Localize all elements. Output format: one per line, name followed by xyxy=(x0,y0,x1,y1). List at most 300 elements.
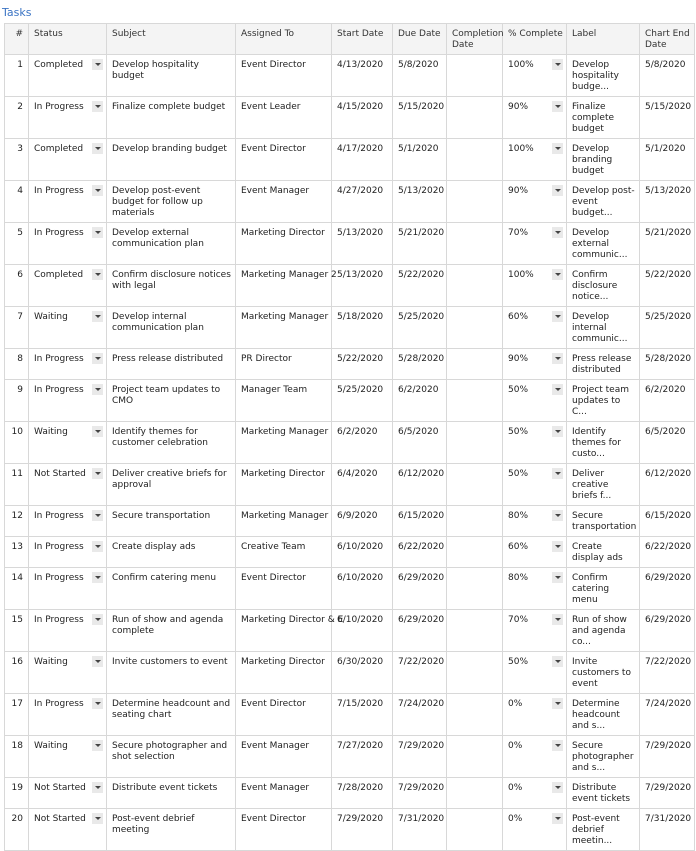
completion-date-cell[interactable] xyxy=(447,181,503,223)
percent-complete-cell[interactable] xyxy=(503,307,567,349)
assigned-to-cell[interactable] xyxy=(236,55,332,97)
subject-cell-text: Project team updates to CMO xyxy=(112,385,221,406)
dropdown-chevron-icon[interactable] xyxy=(552,813,563,824)
due-date-cell[interactable] xyxy=(393,181,447,223)
dropdown-chevron-icon[interactable] xyxy=(552,143,563,154)
start-date-cell-text: 4/17/2020 xyxy=(337,144,384,154)
col-header-assigned-to[interactable]: Assigned To xyxy=(236,24,332,55)
col-header-status[interactable]: Status xyxy=(29,24,107,55)
label-cell-text: Develop post-event budget... xyxy=(572,186,635,218)
row-number xyxy=(5,652,29,694)
assigned-to-cell[interactable] xyxy=(236,307,332,349)
subject-cell[interactable] xyxy=(107,55,236,97)
chart-end-date-cell[interactable] xyxy=(640,464,695,506)
chart-end-date-cell-text: 6/2/2020 xyxy=(645,385,686,395)
completion-date-cell[interactable] xyxy=(447,55,503,97)
due-date-cell[interactable] xyxy=(393,537,447,568)
start-date-cell[interactable] xyxy=(332,694,393,736)
status-cell[interactable] xyxy=(29,736,107,778)
dropdown-chevron-icon[interactable] xyxy=(552,384,563,395)
due-date-cell[interactable] xyxy=(393,610,447,652)
dropdown-chevron-icon[interactable] xyxy=(552,311,563,322)
dropdown-chevron-icon[interactable] xyxy=(92,185,103,196)
row-number xyxy=(5,568,29,610)
dropdown-chevron-icon[interactable] xyxy=(552,698,563,709)
subject-cell[interactable] xyxy=(107,307,236,349)
row-number-text: 2 xyxy=(17,102,23,112)
chart-end-date-cell[interactable] xyxy=(640,265,695,307)
start-date-cell-text: 6/10/2020 xyxy=(337,542,384,552)
subject-cell[interactable] xyxy=(107,568,236,610)
table-row[interactable] xyxy=(5,307,695,349)
col-header-percent-complete[interactable]: % Complete xyxy=(503,24,567,55)
status-cell[interactable] xyxy=(29,694,107,736)
percent-complete-cell[interactable] xyxy=(503,736,567,778)
status-cell[interactable] xyxy=(29,422,107,464)
completion-date-cell[interactable] xyxy=(447,568,503,610)
dropdown-chevron-icon[interactable] xyxy=(552,426,563,437)
percent-complete-cell[interactable] xyxy=(503,181,567,223)
completion-date-cell[interactable] xyxy=(447,652,503,694)
due-date-cell-text: 7/29/2020 xyxy=(398,741,445,751)
percent-complete-cell[interactable] xyxy=(503,506,567,537)
dropdown-chevron-icon[interactable] xyxy=(92,614,103,625)
status-cell-text: Waiting xyxy=(34,427,68,437)
assigned-to-cell[interactable] xyxy=(236,380,332,422)
label-cell[interactable] xyxy=(567,652,640,694)
assigned-to-cell-text: Event Manager xyxy=(241,741,310,751)
table-row[interactable] xyxy=(5,537,695,568)
label-cell-text: Develop internal communic... xyxy=(572,312,628,344)
label-cell[interactable] xyxy=(567,694,640,736)
assigned-to-cell-text: Marketing Manager xyxy=(241,511,329,521)
label-cell[interactable] xyxy=(567,506,640,537)
start-date-cell[interactable] xyxy=(332,380,393,422)
label-cell[interactable] xyxy=(567,55,640,97)
status-cell[interactable] xyxy=(29,506,107,537)
percent-complete-cell[interactable] xyxy=(503,223,567,265)
row-number xyxy=(5,349,29,380)
due-date-cell[interactable] xyxy=(393,307,447,349)
assigned-to-cell[interactable] xyxy=(236,422,332,464)
row-number xyxy=(5,223,29,265)
col-header-label[interactable]: Label xyxy=(567,24,640,55)
dropdown-chevron-icon[interactable] xyxy=(92,698,103,709)
assigned-to-cell[interactable] xyxy=(236,694,332,736)
label-cell[interactable] xyxy=(567,610,640,652)
chart-end-date-cell[interactable] xyxy=(640,422,695,464)
chart-end-date-cell[interactable] xyxy=(640,223,695,265)
completion-date-cell[interactable] xyxy=(447,422,503,464)
status-cell[interactable] xyxy=(29,55,107,97)
due-date-cell[interactable] xyxy=(393,422,447,464)
status-cell[interactable] xyxy=(29,307,107,349)
subject-cell[interactable] xyxy=(107,537,236,568)
dropdown-chevron-icon[interactable] xyxy=(552,656,563,667)
assigned-to-cell[interactable] xyxy=(236,610,344,652)
status-cell[interactable] xyxy=(29,568,107,610)
due-date-cell[interactable] xyxy=(393,139,447,181)
chart-end-date-cell[interactable] xyxy=(640,778,695,809)
table-row[interactable] xyxy=(5,652,695,694)
table-row[interactable] xyxy=(5,809,695,851)
label-cell[interactable] xyxy=(567,349,640,380)
percent-complete-cell[interactable] xyxy=(503,778,567,809)
col-header-start-date[interactable]: Start Date xyxy=(332,24,393,55)
start-date-cell[interactable] xyxy=(332,265,393,307)
completion-date-cell[interactable] xyxy=(447,506,503,537)
due-date-cell[interactable] xyxy=(393,380,447,422)
due-date-cell[interactable] xyxy=(393,349,447,380)
chart-end-date-cell[interactable] xyxy=(640,537,695,568)
dropdown-chevron-icon[interactable] xyxy=(552,468,563,479)
assigned-to-cell[interactable] xyxy=(236,778,332,809)
label-cell[interactable] xyxy=(567,537,640,568)
due-date-cell[interactable] xyxy=(393,97,447,139)
percent-complete-cell-text: 70% xyxy=(508,615,529,625)
assigned-to-cell[interactable] xyxy=(236,568,332,610)
table-row[interactable] xyxy=(5,139,695,181)
dropdown-chevron-icon[interactable] xyxy=(552,572,563,583)
due-date-cell-text: 5/25/2020 xyxy=(398,312,445,322)
subject-cell[interactable] xyxy=(107,778,236,809)
due-date-cell[interactable] xyxy=(393,736,447,778)
label-cell[interactable] xyxy=(567,223,640,265)
status-cell[interactable] xyxy=(29,349,107,380)
table-row[interactable] xyxy=(5,265,695,307)
status-cell[interactable] xyxy=(29,380,107,422)
completion-date-cell[interactable] xyxy=(447,265,503,307)
dropdown-chevron-icon[interactable] xyxy=(552,510,563,521)
subject-cell[interactable] xyxy=(107,652,236,694)
chart-end-date-cell[interactable] xyxy=(640,652,695,694)
percent-complete-cell[interactable] xyxy=(503,380,567,422)
chart-end-date-cell-text: 5/13/2020 xyxy=(645,186,692,196)
due-date-cell-text: 6/22/2020 xyxy=(398,542,445,552)
label-cell[interactable] xyxy=(567,464,640,506)
subject-cell[interactable] xyxy=(107,610,236,652)
due-date-cell[interactable] xyxy=(393,568,447,610)
due-date-cell[interactable] xyxy=(393,809,447,851)
table-row[interactable] xyxy=(5,97,695,139)
completion-date-cell[interactable] xyxy=(447,223,503,265)
dropdown-chevron-icon[interactable] xyxy=(552,59,563,70)
subject-cell[interactable] xyxy=(107,139,236,181)
percent-complete-cell[interactable] xyxy=(503,694,567,736)
assigned-to-cell[interactable] xyxy=(236,506,332,537)
dropdown-chevron-icon[interactable] xyxy=(92,227,103,238)
completion-date-cell[interactable] xyxy=(447,537,503,568)
dropdown-chevron-icon[interactable] xyxy=(552,101,563,112)
dropdown-chevron-icon[interactable] xyxy=(92,311,103,322)
dropdown-chevron-icon[interactable] xyxy=(552,782,563,793)
chart-end-date-cell[interactable] xyxy=(640,307,695,349)
table-row[interactable] xyxy=(5,223,695,265)
dropdown-chevron-icon[interactable] xyxy=(552,185,563,196)
assigned-to-cell[interactable] xyxy=(236,736,332,778)
due-date-cell-text: 6/5/2020 xyxy=(398,427,439,437)
dropdown-chevron-icon[interactable] xyxy=(92,572,103,583)
assigned-to-cell[interactable] xyxy=(236,652,332,694)
completion-date-cell[interactable] xyxy=(447,809,503,851)
label-cell[interactable] xyxy=(567,568,640,610)
chart-end-date-cell[interactable] xyxy=(640,506,695,537)
dropdown-chevron-icon[interactable] xyxy=(552,740,563,751)
subject-cell[interactable] xyxy=(107,181,236,223)
start-date-cell[interactable] xyxy=(332,568,393,610)
due-date-cell[interactable] xyxy=(393,55,447,97)
percent-complete-cell-text: 0% xyxy=(508,699,523,709)
dropdown-chevron-icon[interactable] xyxy=(92,541,103,552)
dropdown-chevron-icon[interactable] xyxy=(552,353,563,364)
dropdown-chevron-icon[interactable] xyxy=(92,384,103,395)
percent-complete-cell[interactable] xyxy=(503,568,567,610)
label-cell[interactable] xyxy=(567,97,640,139)
chart-end-date-cell[interactable] xyxy=(640,610,695,652)
subject-cell-text: Develop branding budget xyxy=(112,144,227,154)
start-date-cell[interactable] xyxy=(332,97,393,139)
label-cell[interactable] xyxy=(567,265,640,307)
status-cell[interactable] xyxy=(29,139,107,181)
status-cell[interactable] xyxy=(29,223,107,265)
subject-cell[interactable] xyxy=(107,380,236,422)
status-cell[interactable] xyxy=(29,809,107,851)
status-cell-text: Not Started xyxy=(34,783,86,793)
status-cell[interactable] xyxy=(29,181,107,223)
start-date-cell[interactable] xyxy=(332,736,393,778)
percent-complete-cell-text: 100% xyxy=(508,144,534,154)
start-date-cell[interactable] xyxy=(332,464,393,506)
status-cell[interactable] xyxy=(29,652,107,694)
status-cell[interactable] xyxy=(29,97,107,139)
col-header-num[interactable]: # xyxy=(5,24,29,55)
chart-end-date-cell[interactable] xyxy=(640,380,695,422)
start-date-cell-text: 5/18/2020 xyxy=(337,312,384,322)
dropdown-chevron-icon[interactable] xyxy=(92,426,103,437)
assigned-to-cell[interactable] xyxy=(236,139,332,181)
chart-end-date-cell[interactable] xyxy=(640,97,695,139)
percent-complete-cell[interactable] xyxy=(503,139,567,181)
start-date-cell-text: 5/25/2020 xyxy=(337,385,384,395)
col-header-subject[interactable]: Subject xyxy=(107,24,236,55)
percent-complete-cell[interactable] xyxy=(503,809,567,851)
status-cell[interactable] xyxy=(29,464,107,506)
dropdown-chevron-icon[interactable] xyxy=(92,782,103,793)
table-row[interactable] xyxy=(5,610,695,652)
start-date-cell[interactable] xyxy=(332,778,393,809)
status-cell[interactable] xyxy=(29,537,107,568)
subject-cell[interactable] xyxy=(107,809,236,851)
assigned-to-cell[interactable] xyxy=(236,537,332,568)
dropdown-chevron-icon[interactable] xyxy=(92,468,103,479)
row-number xyxy=(5,55,29,97)
subject-cell[interactable] xyxy=(107,349,236,380)
dropdown-chevron-icon[interactable] xyxy=(92,143,103,154)
percent-complete-cell[interactable] xyxy=(503,349,567,380)
assigned-to-cell-text: Event Leader xyxy=(241,102,301,112)
subject-cell-text: Finalize complete budget xyxy=(112,102,226,112)
dropdown-chevron-icon[interactable] xyxy=(92,510,103,521)
table-row[interactable] xyxy=(5,464,695,506)
completion-date-cell[interactable] xyxy=(447,97,503,139)
percent-complete-cell[interactable] xyxy=(503,265,567,307)
due-date-cell[interactable] xyxy=(393,223,447,265)
completion-date-cell[interactable] xyxy=(447,778,503,809)
subject-cell[interactable] xyxy=(107,265,236,307)
page-title[interactable]: Tasks xyxy=(2,6,32,19)
chart-end-date-cell[interactable] xyxy=(640,568,695,610)
table-row[interactable] xyxy=(5,422,695,464)
completion-date-cell[interactable] xyxy=(447,380,503,422)
assigned-to-cell-text: Event Director xyxy=(241,144,306,154)
label-cell[interactable] xyxy=(567,181,640,223)
chart-end-date-cell[interactable] xyxy=(640,349,695,380)
assigned-to-cell[interactable] xyxy=(236,464,332,506)
subject-cell[interactable] xyxy=(107,422,236,464)
table-row[interactable] xyxy=(5,506,695,537)
percent-complete-cell[interactable] xyxy=(503,97,567,139)
label-cell[interactable] xyxy=(567,307,640,349)
label-cell[interactable] xyxy=(567,778,640,809)
chart-end-date-cell-text: 7/22/2020 xyxy=(645,657,692,667)
table-row[interactable] xyxy=(5,694,695,736)
start-date-cell[interactable] xyxy=(332,809,393,851)
label-cell[interactable] xyxy=(567,139,640,181)
chart-end-date-cell[interactable] xyxy=(640,809,695,851)
start-date-cell-text: 6/9/2020 xyxy=(337,511,378,521)
start-date-cell[interactable] xyxy=(332,349,393,380)
chart-end-date-cell[interactable] xyxy=(640,55,695,97)
status-cell[interactable] xyxy=(29,265,107,307)
assigned-to-cell-text: Event Director xyxy=(241,573,306,583)
subject-cell-text: Invite customers to event xyxy=(112,657,228,667)
row-number-text: 10 xyxy=(11,427,23,437)
table-row[interactable] xyxy=(5,380,695,422)
percent-complete-cell[interactable] xyxy=(503,537,567,568)
due-date-cell[interactable] xyxy=(393,652,447,694)
label-cell[interactable] xyxy=(567,380,640,422)
table-row[interactable] xyxy=(5,181,695,223)
label-cell-text: Press release distributed xyxy=(572,354,632,375)
label-cell[interactable] xyxy=(567,422,640,464)
dropdown-chevron-icon[interactable] xyxy=(552,541,563,552)
due-date-cell[interactable] xyxy=(393,778,447,809)
start-date-cell[interactable] xyxy=(332,506,393,537)
due-date-cell[interactable] xyxy=(393,506,447,537)
completion-date-cell[interactable] xyxy=(447,349,503,380)
completion-date-cell[interactable] xyxy=(447,307,503,349)
chart-end-date-cell[interactable] xyxy=(640,694,695,736)
assigned-to-cell[interactable] xyxy=(236,349,332,380)
row-number-text: 11 xyxy=(11,469,23,479)
subject-cell-text: Develop external communication plan xyxy=(112,228,204,249)
table-row[interactable] xyxy=(5,736,695,778)
dropdown-chevron-icon[interactable] xyxy=(552,614,563,625)
table-row[interactable] xyxy=(5,349,695,380)
completion-date-cell[interactable] xyxy=(447,464,503,506)
percent-complete-cell-text: 50% xyxy=(508,427,529,437)
table-row[interactable] xyxy=(5,568,695,610)
percent-complete-cell[interactable] xyxy=(503,422,567,464)
subject-cell[interactable] xyxy=(107,223,236,265)
dropdown-chevron-icon[interactable] xyxy=(92,353,103,364)
completion-date-cell[interactable] xyxy=(447,139,503,181)
dropdown-chevron-icon[interactable] xyxy=(92,740,103,751)
start-date-cell[interactable] xyxy=(332,610,393,652)
start-date-cell[interactable] xyxy=(332,55,393,97)
subject-cell[interactable] xyxy=(107,506,236,537)
percent-complete-cell[interactable] xyxy=(503,610,567,652)
due-date-cell[interactable] xyxy=(393,464,447,506)
subject-cell[interactable] xyxy=(107,694,236,736)
row-number xyxy=(5,809,29,851)
subject-cell[interactable] xyxy=(107,736,236,778)
percent-complete-cell[interactable] xyxy=(503,55,567,97)
dropdown-chevron-icon[interactable] xyxy=(92,59,103,70)
completion-date-cell[interactable] xyxy=(447,610,503,652)
dropdown-chevron-icon[interactable] xyxy=(92,101,103,112)
dropdown-chevron-icon[interactable] xyxy=(92,813,103,824)
dropdown-chevron-icon[interactable] xyxy=(552,269,563,280)
chart-end-date-cell[interactable] xyxy=(640,736,695,778)
label-cell[interactable] xyxy=(567,809,640,851)
assigned-to-cell-text: Marketing Director xyxy=(241,469,325,479)
subject-cell[interactable] xyxy=(107,97,236,139)
status-cell[interactable] xyxy=(29,778,107,809)
start-date-cell[interactable] xyxy=(332,307,393,349)
percent-complete-cell[interactable] xyxy=(503,652,567,694)
label-cell[interactable] xyxy=(567,736,640,778)
col-header-completion-date[interactable]: Completion Date xyxy=(447,24,503,55)
percent-complete-cell[interactable] xyxy=(503,464,567,506)
assigned-to-cell-text: Event Director xyxy=(241,699,306,709)
start-date-cell-text: 6/2/2020 xyxy=(337,427,378,437)
status-cell[interactable] xyxy=(29,610,107,652)
subject-cell[interactable] xyxy=(107,464,236,506)
start-date-cell[interactable] xyxy=(332,181,393,223)
start-date-cell[interactable] xyxy=(332,139,393,181)
completion-date-cell[interactable] xyxy=(447,694,503,736)
table-row[interactable] xyxy=(5,55,695,97)
row-number xyxy=(5,537,29,568)
dropdown-chevron-icon[interactable] xyxy=(552,227,563,238)
start-date-cell[interactable] xyxy=(332,537,393,568)
dropdown-chevron-icon[interactable] xyxy=(92,656,103,667)
start-date-cell[interactable] xyxy=(332,422,393,464)
start-date-cell[interactable] xyxy=(332,223,393,265)
assigned-to-cell[interactable] xyxy=(236,97,332,139)
label-cell-text: Invite customers to event xyxy=(572,657,631,689)
assigned-to-cell[interactable] xyxy=(236,181,332,223)
row-number xyxy=(5,610,29,652)
col-header-chart-end-date[interactable]: Chart End Date xyxy=(640,24,695,55)
chart-end-date-cell-text: 7/29/2020 xyxy=(645,783,692,793)
due-date-cell[interactable] xyxy=(393,694,447,736)
assigned-to-cell[interactable] xyxy=(236,223,332,265)
completion-date-cell[interactable] xyxy=(447,736,503,778)
due-date-cell[interactable] xyxy=(393,265,447,307)
label-cell-text: Develop branding budget xyxy=(572,144,613,176)
dropdown-chevron-icon[interactable] xyxy=(92,269,103,280)
assigned-to-cell[interactable] xyxy=(236,265,337,307)
table-row[interactable] xyxy=(5,778,695,809)
row-number xyxy=(5,778,29,809)
assigned-to-cell[interactable] xyxy=(236,809,332,851)
start-date-cell[interactable] xyxy=(332,652,393,694)
col-header-due-date[interactable]: Due Date xyxy=(393,24,447,55)
chart-end-date-cell[interactable] xyxy=(640,181,695,223)
chart-end-date-cell[interactable] xyxy=(640,139,695,181)
